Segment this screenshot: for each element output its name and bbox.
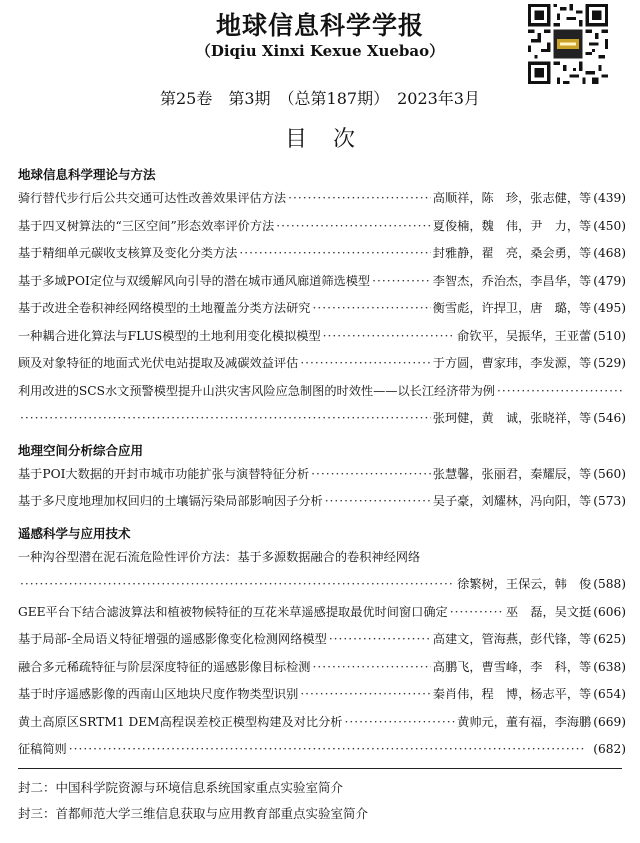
leader-dots: [325, 488, 431, 516]
article-authors: 徐繁树，王保云，韩 俊: [457, 577, 592, 591]
article-authors: 张慧馨，张丽君，秦耀辰，等: [432, 466, 592, 481]
toc-entry[interactable]: [18, 240, 626, 268]
page-number: (625): [593, 632, 626, 646]
leader-dots: [276, 213, 431, 241]
article-title: 基于局部-全局语义特征增强的遥感影像变化检测网络模型: [18, 632, 327, 646]
leader-dots: [300, 681, 430, 709]
article-authors: 俞钦平，吴振华，王亚蕾: [457, 328, 592, 343]
toc-entry[interactable]: [18, 323, 626, 351]
leader-dots: [313, 654, 431, 682]
article-title: 融合多元稀疏特征与阶层深度特征的遥感影像目标检测: [18, 659, 311, 674]
leader-dots: [311, 461, 431, 489]
page-number: (495): [593, 301, 626, 315]
toc-heading: 目次: [284, 127, 381, 152]
issue-info: 第25卷 第3期 （总第187期） 2023年3月: [160, 89, 480, 108]
leader-dots: [20, 571, 455, 599]
section-title: 地球信息科学理论与方法: [18, 167, 156, 182]
article-title: 基于时序遥感影像的西南山区地块尺度作物类型识别: [18, 687, 299, 701]
page-number: (669): [593, 714, 626, 729]
leader-dots: [313, 295, 431, 323]
article-title: 基于改进全卷积神经网络模型的土地覆盖分类方法研究: [18, 301, 311, 315]
page-number: (468): [593, 246, 626, 260]
journal-header: [0, 0, 640, 150]
toc-entry[interactable]: [18, 488, 626, 516]
toc-entry[interactable]: [18, 681, 626, 709]
leader-dots: [344, 709, 455, 737]
leader-dots: [323, 323, 456, 351]
leader-dots: [329, 626, 431, 654]
leader-dots: [497, 378, 624, 406]
section-title: 遥感科学与应用技术: [18, 525, 131, 541]
toc-entry[interactable]: [18, 544, 626, 599]
leader-dots: [288, 185, 431, 213]
article-title: 利用改进的SCS水文预警模型提升山洪灾害风险应急制图的时效性——以长江经济带为例: [18, 383, 495, 398]
article-title: 黄土高原区SRTM1 DEM高程误差校正模型构建及对比分析: [18, 714, 343, 729]
leader-dots: [239, 240, 430, 268]
page-number: (479): [593, 273, 626, 288]
toc-entry[interactable]: [18, 599, 626, 627]
toc-entry[interactable]: [18, 268, 626, 296]
page-number: (546): [593, 411, 626, 425]
leader-dots: [372, 268, 431, 296]
page-number: (529): [593, 356, 626, 370]
article-authors: 吴子豪，刘耀林，冯向阳，等: [432, 494, 592, 508]
toc-entry[interactable]: [18, 295, 626, 323]
leader-dots: [450, 599, 504, 627]
toc-entry[interactable]: [18, 709, 626, 737]
article-authors: 高顺祥，陈 珍，张志健，等: [432, 191, 592, 205]
article-title: 顾及对象特征的地面式光伏电站提取及减碳效益评估: [18, 356, 299, 370]
toc-entry[interactable]: [18, 213, 626, 241]
article-title: 一种沟谷型潜在泥石流危险性评价方法：基于多源数据融合的卷积神经网络: [18, 549, 421, 564]
page-number: (588): [593, 577, 626, 591]
article-authors: 高建文，管海燕，彭代锋，等: [432, 632, 592, 646]
article-title: 征稿简则: [18, 742, 67, 756]
article-authors: 黄帅元，董有福，李海鹏: [457, 714, 592, 729]
leader-dots: [69, 736, 589, 764]
article-authors: 封雅静，翟 亮，桑会勇，等: [432, 246, 592, 260]
page-number: (573): [593, 494, 626, 508]
article-title: 一种耦合进化算法与FLUS模型的土地利用变化模拟模型: [18, 328, 321, 343]
divider: [18, 768, 622, 769]
page-number: (638): [593, 659, 626, 674]
table-of-contents: [18, 163, 626, 827]
article-title: GEE平台下结合滤波算法和植被物候特征的互花米草遥感提取最优时间窗口确定: [18, 604, 448, 619]
toc-entry[interactable]: [18, 185, 626, 213]
article-authors: 高鹏飞，曹雪峰，李 科，等: [432, 659, 592, 674]
article-authors: 于方圆，曹家玮，李发源，等: [432, 356, 592, 370]
article-authors: 衡雪彪，许捍卫，唐 璐，等: [432, 301, 592, 315]
leader-dots: [300, 350, 430, 378]
toc-entry[interactable]: [18, 626, 626, 654]
page-number: (682): [593, 742, 626, 756]
article-title: 骑行替代步行后公共交通可达性改善效果评估方法: [18, 191, 287, 205]
toc-entry[interactable]: [18, 350, 626, 378]
toc-entry[interactable]: [18, 461, 626, 489]
page-number: (510): [593, 328, 626, 343]
journal-title-en: （Diqiu Xinxi Kexue Xuebao）: [195, 42, 445, 60]
article-title: 基于多尺度地理加权回归的土壤镉污染局部影响因子分析: [18, 494, 323, 508]
article-title: 基于POI大数据的开封市城市功能扩张与演替特征分析: [18, 466, 310, 481]
article-authors: 夏俊楠，魏 伟，尹 力，等: [432, 218, 592, 233]
article-authors: 李智杰，乔治杰，李昌华，等: [432, 273, 592, 288]
leader-dots: [20, 405, 431, 433]
toc-entry[interactable]: [18, 654, 626, 682]
article-authors: 巫 磊，吴文挺: [505, 604, 592, 619]
toc-entry[interactable]: [18, 736, 626, 764]
page-number: (439): [593, 191, 626, 205]
article-title: 基于多域POI定位与双缓解风向引导的潜在城市通风廊道筛选模型: [18, 273, 371, 288]
page-number: (654): [593, 687, 626, 701]
cover-note-inside-front: 封二：中国科学院资源与环境信息系统国家重点实验室简介: [18, 779, 344, 795]
toc-entry[interactable]: [18, 378, 626, 433]
article-authors: 张珂健，黄 诚，张晓祥，等: [432, 411, 592, 425]
qr-code-icon: [528, 4, 608, 84]
page-number: (606): [593, 604, 626, 619]
article-title: 基于精细单元碳收支核算及变化分类方法: [18, 246, 238, 260]
journal-title-cn: 地球信息科学学报: [215, 11, 424, 40]
page-number: (450): [593, 218, 626, 233]
article-title: 基于四叉树算法的“三区空间”形态效率评价方法: [18, 218, 275, 233]
article-authors: 秦肖伟，程 博，杨志平，等: [432, 687, 592, 701]
page-number: (560): [593, 466, 626, 481]
cover-note-inside-back: 封三：首都师范大学三维信息获取与应用教育部重点实验室简介: [18, 805, 369, 821]
section-title: 地理空间分析综合应用: [18, 442, 144, 458]
